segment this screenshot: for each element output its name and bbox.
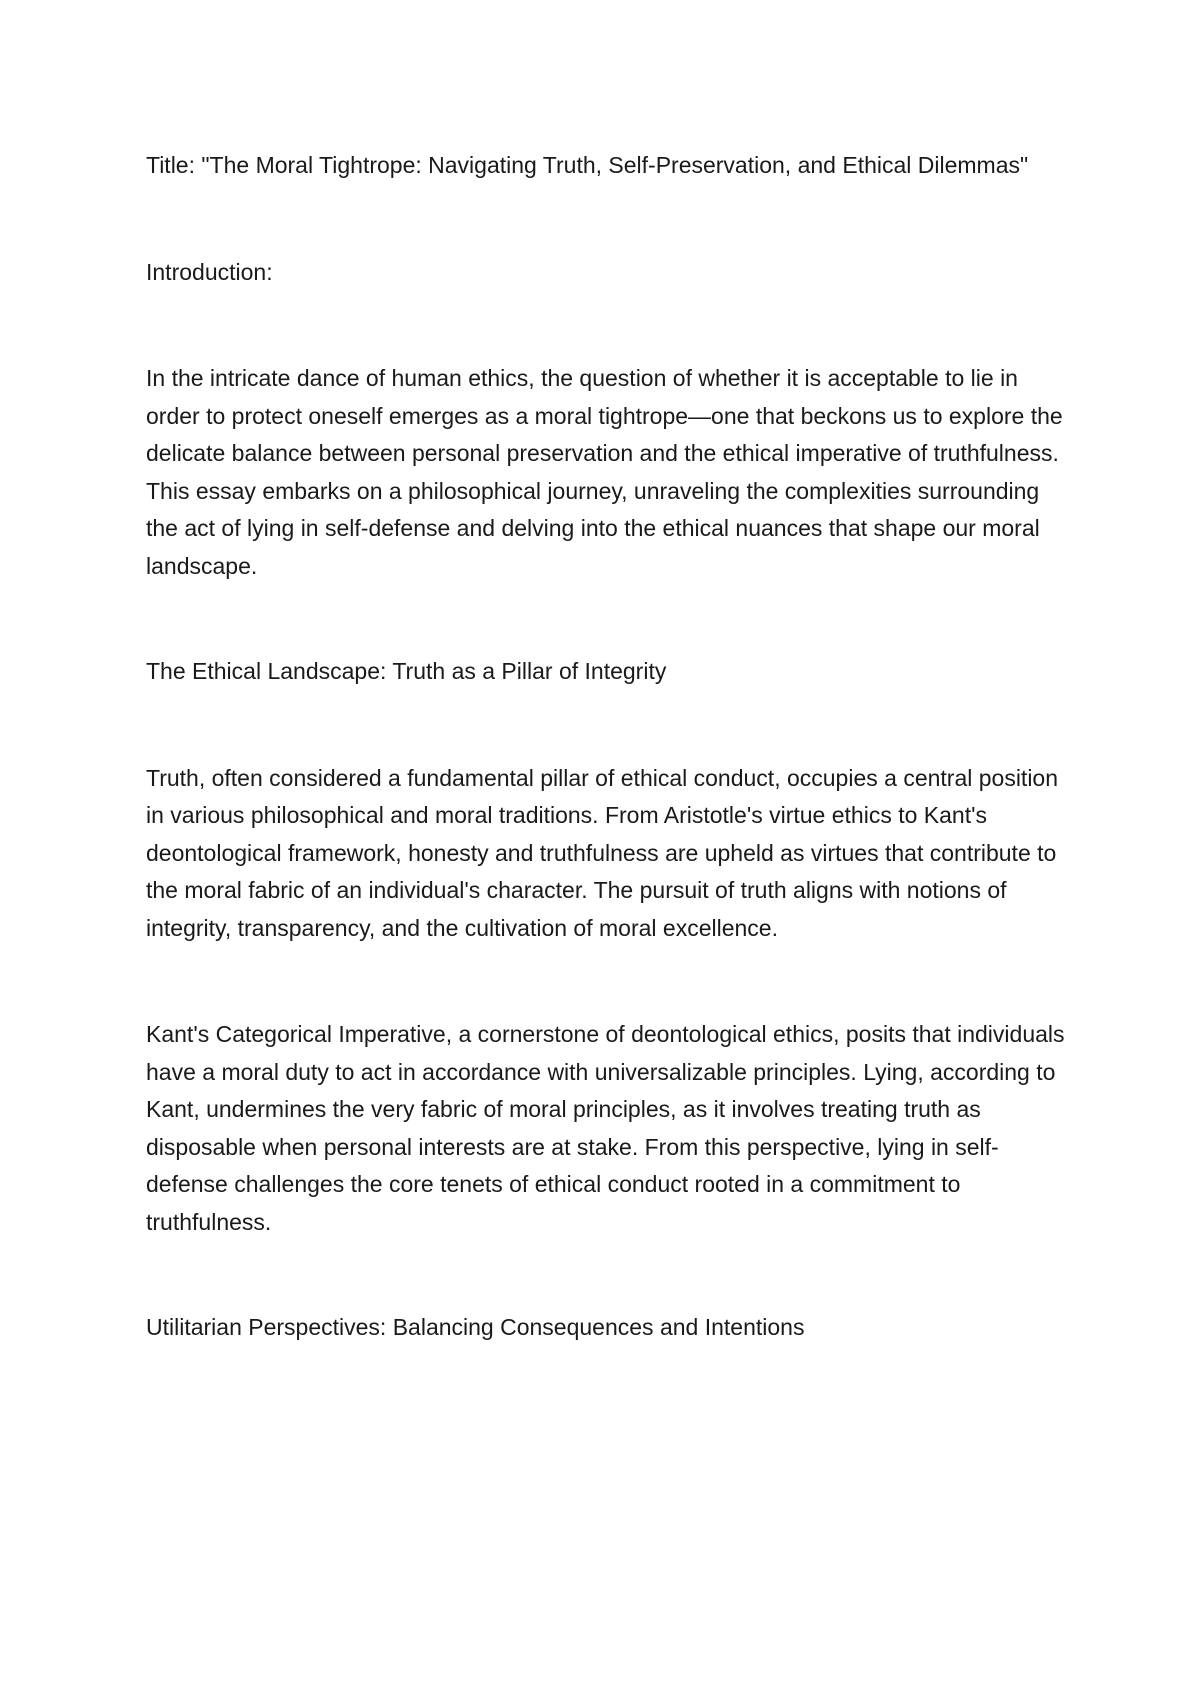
document-title: Title: "The Moral Tightrope: Navigating Truth, Self-Preservation, and Ethical Dilemmas" bbox=[146, 152, 1029, 178]
document-body bbox=[146, 147, 1076, 1347]
kant-paragraph: Kant's Categorical Imperative, a cornerstone of deontological ethics, posits that individuals have a moral duty to act in accordance with universalizable principles. Lying, according to Kant, undermines the very fabric of moral principles, as it involves treating truth as disposable when personal interests are at stake. From this perspective, lying in self-defense challenges the core tenets of ethical conduct rooted in a commitment to truthfulness. bbox=[146, 1021, 1065, 1235]
introduction-paragraph: In the intricate dance of human ethics, the question of whether it is acceptable to lie in order to protect oneself emerges as a moral tightrope—one that beckons us to explore the delicate balance between personal preservation and the ethical imperative of truthfulness. This essay embarks on a philosophical journey, unraveling the complexities surrounding the act of lying in self-defense and delving into the ethical nuances that shape our moral landscape. bbox=[146, 365, 1063, 579]
truth-paragraph: Truth, often considered a fundamental pillar of ethical conduct, occupies a central position in various philosophical and moral traditions. From Aristotle's virtue ethics to Kant's deontological framework, honesty and truthfulness are upheld as virtues that contribute to the moral fabric of an individual's character. The pursuit of truth aligns with notions of integrity, transparency, and the cultivation of moral excellence. bbox=[146, 764, 1059, 941]
utilitarian-heading: Utilitarian Perspectives: Balancing Consequences and Intentions bbox=[146, 1314, 805, 1340]
ethical-landscape-heading: The Ethical Landscape: Truth as a Pillar of Integrity bbox=[146, 658, 667, 684]
introduction-heading: Introduction: bbox=[146, 258, 273, 285]
